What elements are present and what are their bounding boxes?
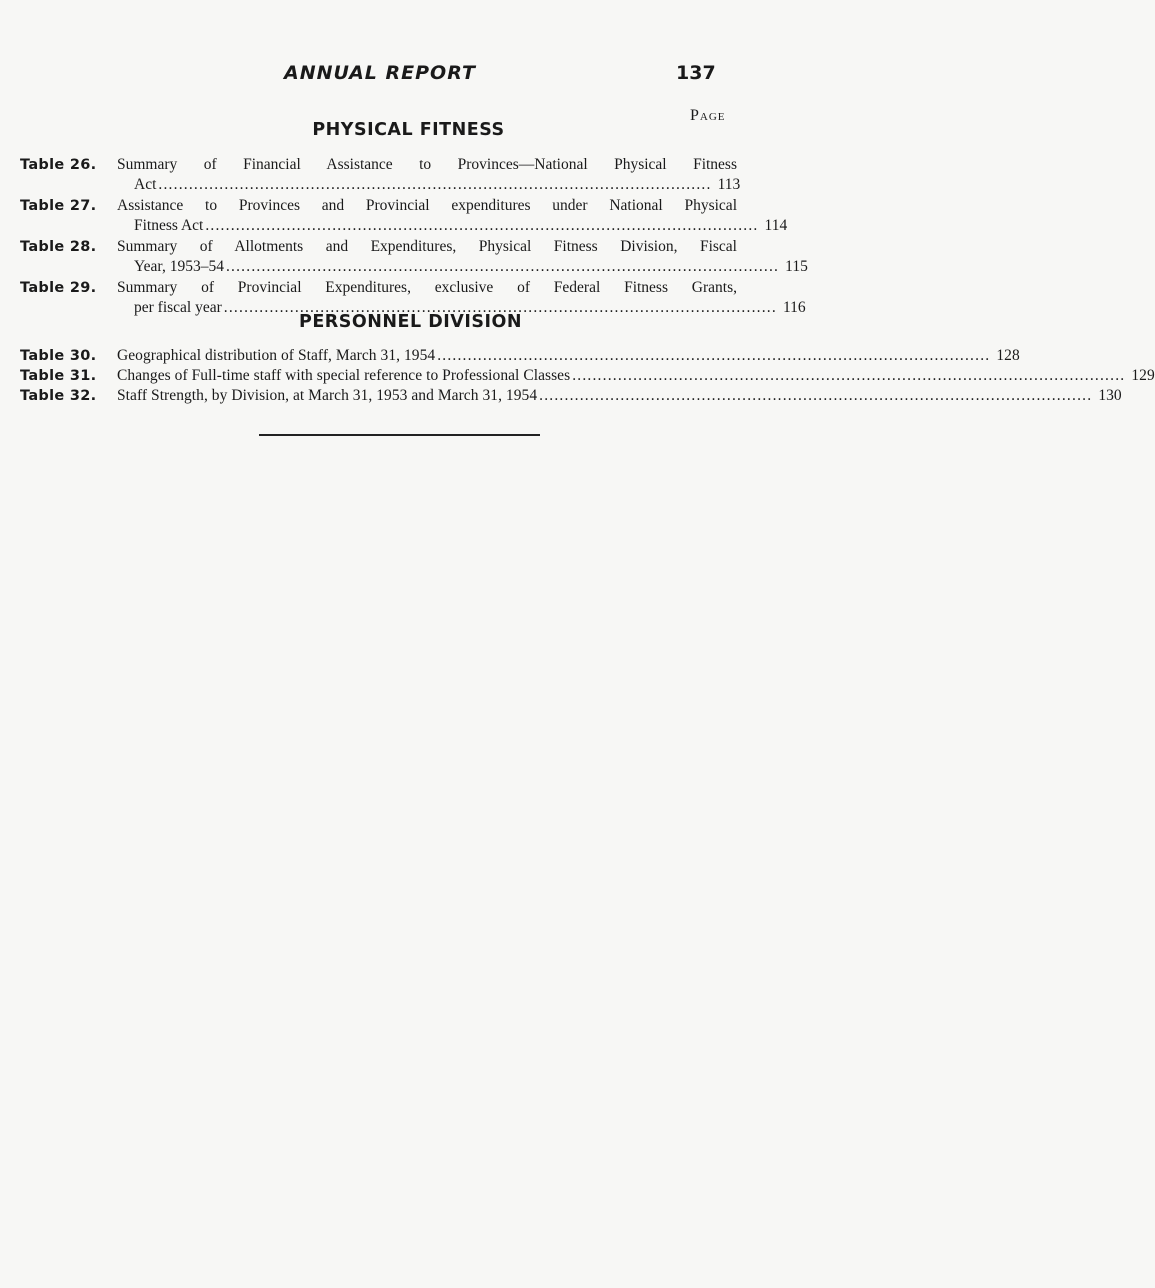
table-number: Table 26. <box>20 157 97 173</box>
table-number: Table 27. <box>20 198 97 214</box>
entry-title-line: Summary of Financial Assistance to Provinces—National Physical Fitness <box>117 156 737 173</box>
entry-title-continuation: Year, 1953–54 <box>134 258 224 275</box>
entry-page-number: 114 <box>764 217 788 234</box>
entry-title-line: Summary of Allotments and Expenditures, Physical Fitness Division, Fiscal <box>117 238 737 255</box>
table-number: Table 31. <box>20 368 97 384</box>
entry-page-number: 129 <box>1131 367 1155 384</box>
dot-leader: ............................................................................................................. <box>539 387 1093 404</box>
entry-title: Geographical distribution of Staff, March 31, 1954 <box>117 347 436 364</box>
dot-leader: ............................................................................................................. <box>572 367 1126 384</box>
entry-title: Changes of Full-time staff with special reference to Professional Classes <box>117 367 571 384</box>
table-number: Table 30. <box>20 348 97 364</box>
page-number: 137 <box>676 62 716 84</box>
entry-page-number: 130 <box>1098 387 1122 404</box>
dot-leader: ............................................................................................................. <box>223 299 777 316</box>
section-heading-physical-fitness: PHYSICAL FITNESS <box>312 120 505 140</box>
entry-page-number: 128 <box>996 347 1020 364</box>
table-number: Table 28. <box>20 239 97 255</box>
table-number: Table 32. <box>20 388 97 404</box>
entry-title-line: Assistance to Provinces and Provincial expenditures under National Physical <box>117 197 737 214</box>
page-column-label: Page <box>690 107 726 124</box>
dot-leader: ............................................................................................................. <box>205 217 759 234</box>
dot-leader: ............................................................................................................. <box>437 347 991 364</box>
entry-title: Staff Strength, by Division, at March 31, 1953 and March 31, 1954 <box>117 387 538 404</box>
entry-page-number: 116 <box>782 299 806 316</box>
running-head <box>0 62 801 88</box>
entry-title-continuation: Fitness Act <box>134 217 204 234</box>
entry-page-number: 115 <box>785 258 808 275</box>
table-number: Table 29. <box>20 280 97 296</box>
entry-page-number: 113 <box>717 176 741 193</box>
dot-leader: ............................................................................................................. <box>158 176 712 193</box>
closing-rule <box>259 434 540 436</box>
entry-title-line: Summary of Provincial Expenditures, exclusive of Federal Fitness Grants, <box>117 279 737 296</box>
dot-leader: ............................................................................................................. <box>225 258 780 275</box>
entry-title-continuation: Act <box>134 176 157 193</box>
entry-title-continuation: per fiscal year <box>134 299 222 316</box>
running-title: ANNUAL REPORT <box>284 62 476 84</box>
section-heading-personnel-division: PERSONNEL DIVISION <box>299 312 522 332</box>
